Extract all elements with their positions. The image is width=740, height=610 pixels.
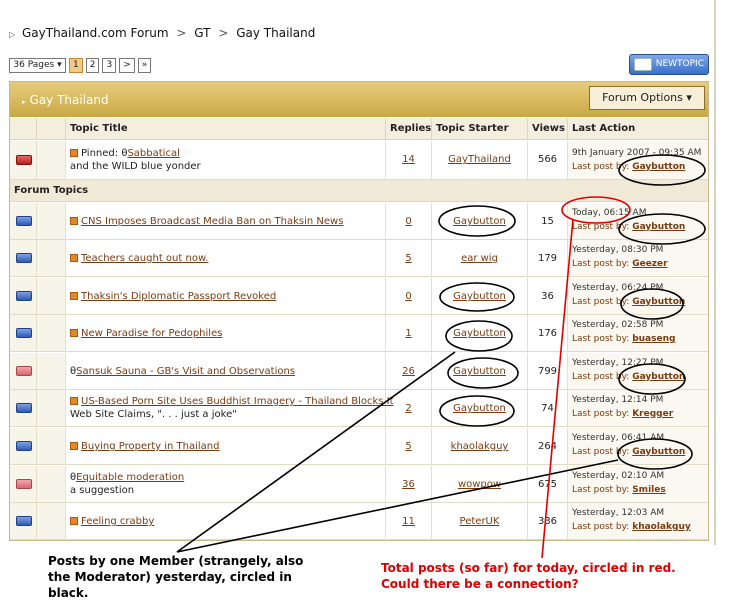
starter-link[interactable]: ear wig (461, 253, 498, 264)
post-icon (70, 149, 78, 157)
folder-icon (16, 479, 32, 489)
status-cell (10, 353, 37, 389)
last-post-author-link[interactable]: Kregger (632, 409, 674, 419)
pages-dropdown-label: 36 Pages (13, 60, 55, 70)
folder-icon (16, 516, 32, 526)
replies-cell (386, 315, 432, 351)
last-action-date: 9th January 2007 - 09:35 AM (572, 148, 702, 158)
topic-link[interactable]: US-Based Porn Site Uses Buddhist Imagery - Thailand Blocks It (81, 396, 394, 407)
hot-folder-icon (16, 155, 32, 165)
replies-link[interactable]: 5 (405, 441, 412, 452)
breadcrumb (9, 26, 315, 40)
topic-row (10, 390, 708, 427)
views-count: 264 (537, 441, 558, 452)
topic-link[interactable]: Equitable moderation (76, 472, 185, 483)
collapse-arrow-icon[interactable]: ▸ (22, 98, 26, 106)
breadcrumb-current[interactable]: Gay Thailand (236, 26, 316, 40)
col-head-topic-starter[interactable]: Topic Starter (432, 118, 528, 140)
topic-row (10, 240, 708, 277)
last-page-button[interactable]: » (138, 58, 152, 73)
last-post-author-link[interactable]: buaseng (632, 334, 676, 344)
breadcrumb-arrow-icon: ▷ (9, 30, 16, 39)
status-cell (10, 390, 37, 426)
status-cell (10, 141, 37, 179)
forum-header (10, 82, 708, 117)
pagination (9, 58, 151, 73)
views-count: 74 (541, 403, 554, 414)
views-cell (528, 353, 568, 389)
breadcrumb-forum-link[interactable]: GayThailand.com Forum (21, 26, 169, 40)
folder-icon (16, 291, 32, 301)
topic-title-cell (66, 278, 386, 314)
topic-title-cell (66, 240, 386, 276)
last-post-author-link[interactable]: Gaybutton (632, 222, 686, 232)
replies-cell (386, 503, 432, 539)
status-cell (10, 240, 37, 276)
starter-link[interactable]: wowpow (457, 479, 502, 490)
topic-link[interactable]: Buying Property in Thailand (81, 441, 220, 452)
last-action-cell (568, 203, 708, 239)
status-cell (10, 503, 37, 539)
attachment-icon: θ (70, 472, 77, 483)
forum-title-text: Gay Thailand (29, 93, 109, 107)
views-count: 176 (537, 328, 558, 339)
last-post-label: Last post by: (572, 485, 630, 495)
breadcrumb-separator: > (218, 26, 229, 40)
starter-cell (432, 353, 528, 389)
icon-cell (37, 466, 66, 502)
folder-icon (16, 328, 32, 338)
pinned-topic-subtitle: and the WILD blue yonder (70, 161, 201, 172)
next-page-button[interactable]: > (119, 58, 135, 73)
views-cell (528, 203, 568, 239)
starter-link[interactable]: Gaybutton (453, 216, 506, 227)
last-action-cell (568, 503, 708, 539)
page-2-link[interactable]: 2 (86, 58, 100, 73)
last-action-cell (568, 466, 708, 502)
topic-row (10, 466, 708, 503)
starter-link[interactable]: PeterUK (459, 516, 500, 527)
last-action-date: Yesterday, 08:30 PM (572, 245, 664, 255)
dropdown-arrow-icon: ▾ (686, 91, 692, 104)
breadcrumb-separator: > (176, 26, 187, 40)
last-post-author-link[interactable]: Gaybutton (632, 372, 686, 382)
replies-cell (386, 141, 432, 179)
last-action-date: Yesterday, 02:58 PM (572, 320, 664, 330)
dropdown-arrow-icon: ▾ (57, 60, 62, 70)
forum-options-label: Forum Options (602, 91, 683, 104)
post-icon (70, 517, 78, 525)
replies-link[interactable]: 11 (402, 516, 415, 527)
views-cell (528, 278, 568, 314)
forum-table (9, 81, 709, 541)
topic-title-cell (66, 428, 386, 464)
replies-link[interactable]: 0 (405, 291, 412, 302)
views-cell (528, 315, 568, 351)
topic-row (10, 353, 708, 390)
forum-options-button[interactable] (589, 86, 705, 110)
topic-row (10, 428, 708, 465)
last-post-label: Last post by: (572, 334, 630, 344)
views-count: 179 (537, 253, 558, 264)
starter-cell (432, 466, 528, 502)
views-cell (528, 141, 568, 179)
views-count: 566 (537, 154, 558, 165)
page-3-link[interactable]: 3 (102, 58, 116, 73)
col-head-views[interactable]: Views (528, 118, 568, 140)
replies-link[interactable]: 2 (405, 403, 412, 414)
topic-link[interactable]: Thaksin's Diplomatic Passport Revoked (81, 291, 277, 302)
topic-link[interactable]: Sansuk Sauna - GB's Visit and Observations (76, 366, 296, 377)
replies-cell (386, 240, 432, 276)
post-icon (70, 329, 78, 337)
last-post-author-link[interactable]: Smiles (632, 485, 666, 495)
page-1-link[interactable]: 1 (69, 58, 83, 73)
topic-title-cell (66, 503, 386, 539)
topic-title-cell (66, 390, 394, 426)
views-cell (528, 390, 568, 426)
topic-title-cell (66, 315, 386, 351)
starter-link[interactable]: GayThailand (448, 154, 511, 165)
topic-link[interactable]: Teachers caught out now. (81, 253, 209, 264)
topic-row (10, 203, 708, 240)
folder-icon (16, 403, 32, 413)
starter-cell (432, 240, 528, 276)
last-action-date: Today, 06:15 AM (572, 208, 647, 218)
icon-cell (37, 428, 66, 464)
topic-subtitle: Web Site Claims, ". . . just a joke" (70, 409, 237, 420)
post-icon (70, 442, 78, 450)
last-post-label: Last post by: (572, 447, 630, 457)
replies-cell (386, 390, 432, 426)
last-action-cell (568, 353, 708, 389)
col-head-topic-title[interactable]: Topic Title (66, 118, 386, 140)
views-count: 36 (541, 291, 554, 302)
status-cell (10, 278, 37, 314)
starter-cell (432, 141, 528, 179)
replies-link[interactable]: 5 (405, 253, 412, 264)
replies-link[interactable]: 36 (402, 479, 415, 490)
topic-row (10, 503, 708, 540)
icon-cell (37, 390, 66, 426)
breadcrumb-gt-link[interactable]: GT (194, 26, 211, 40)
last-post-label: Last post by: (572, 259, 630, 269)
section-forum-topics: Forum Topics (10, 180, 708, 202)
starter-cell (432, 390, 528, 426)
col-head-last-action[interactable]: Last Action (568, 118, 708, 140)
starter-link[interactable]: Gaybutton (453, 366, 506, 377)
last-post-label: Last post by: (572, 522, 630, 532)
last-action-cell (568, 428, 708, 464)
folder-icon (16, 216, 32, 226)
starter-link[interactable]: Gaybutton (453, 328, 506, 339)
starter-cell (432, 428, 528, 464)
folder-icon (16, 441, 32, 451)
last-action-date: Yesterday, 02:10 AM (572, 471, 665, 481)
starter-cell (432, 203, 528, 239)
views-cell (528, 428, 568, 464)
status-cell (10, 315, 37, 351)
topic-subtitle: a suggestion (70, 485, 135, 496)
icon-cell (37, 278, 66, 314)
replies-link[interactable]: 0 (405, 216, 412, 227)
post-icon (70, 217, 78, 225)
col-head-icon (37, 118, 66, 140)
last-post-label: Last post by: (572, 222, 630, 232)
last-post-author-link[interactable]: Gaybutton (632, 297, 686, 307)
last-post-author-link[interactable]: Geezer (632, 259, 668, 269)
col-head-status (10, 118, 37, 140)
last-action-cell (568, 141, 708, 179)
topic-title-cell (66, 203, 386, 239)
views-count: 336 (537, 516, 558, 527)
last-post-label: Last post by: (572, 372, 630, 382)
new-topic-icon (634, 58, 652, 71)
starter-cell (432, 278, 528, 314)
topic-row (10, 278, 708, 315)
replies-cell (386, 353, 432, 389)
last-post-label: Last post by: (572, 162, 630, 172)
replies-cell (386, 428, 432, 464)
folder-icon (16, 253, 32, 263)
last-post-author-link[interactable]: khaolakguy (632, 522, 691, 532)
folder-icon (16, 366, 32, 376)
last-action-cell (568, 240, 708, 276)
icon-cell (37, 353, 66, 389)
topic-link[interactable]: Feeling crabby (81, 516, 155, 527)
last-action-cell (568, 278, 708, 314)
views-cell (528, 240, 568, 276)
status-cell (10, 203, 37, 239)
last-action-date: Yesterday, 12:14 PM (572, 395, 664, 405)
icon-cell (37, 240, 66, 276)
last-action-date: Yesterday, 06:24 PM (572, 283, 664, 293)
last-action-cell (568, 390, 708, 426)
status-cell (10, 466, 37, 502)
last-action-date: Yesterday, 12:03 AM (572, 508, 665, 518)
replies-link[interactable]: 26 (402, 366, 415, 377)
pinned-topic-row (10, 141, 708, 180)
views-cell (528, 466, 568, 502)
post-icon (70, 397, 78, 405)
post-icon (70, 254, 78, 262)
topic-title-cell (66, 141, 386, 179)
pages-dropdown[interactable] (9, 58, 66, 73)
post-icon (70, 292, 78, 300)
last-post-label: Last post by: (572, 297, 630, 307)
last-action-cell (568, 315, 708, 351)
pinned-prefix: Pinned: (81, 148, 119, 159)
starter-link[interactable]: Gaybutton (453, 403, 506, 414)
icon-cell (37, 503, 66, 539)
replies-cell (386, 466, 432, 502)
status-cell (10, 428, 37, 464)
last-post-author-link[interactable]: Gaybutton (632, 162, 686, 172)
new-topic-button[interactable] (629, 54, 709, 75)
topic-title-cell (66, 353, 386, 389)
topic-row (10, 315, 708, 352)
col-head-replies[interactable]: Replies (386, 118, 432, 140)
topic-link[interactable]: New Paradise for Pedophiles (81, 328, 223, 339)
topic-link[interactable]: CNS Imposes Broadcast Media Ban on Thaksin News (81, 216, 344, 227)
last-action-date: Yesterday, 12:27 PM (572, 358, 664, 368)
attachment-icon: θ (121, 148, 128, 159)
icon-cell (37, 203, 66, 239)
views-count: 675 (537, 479, 558, 490)
starter-link[interactable]: Gaybutton (453, 291, 506, 302)
attachment-icon: θ (70, 366, 77, 377)
views-cell (528, 503, 568, 539)
pinned-topic-link[interactable]: Sabbatical (127, 148, 180, 159)
starter-cell (432, 315, 528, 351)
red-annotation-caption (381, 560, 721, 592)
replies-link[interactable]: 14 (402, 154, 415, 165)
new-topic-label: NEWTOPIC (655, 59, 704, 69)
last-post-author-link[interactable]: Gaybutton (632, 447, 686, 457)
red-caption-line-1: Total posts (so far) for today, circled in red. (381, 561, 676, 575)
starter-cell (432, 503, 528, 539)
views-count: 799 (537, 366, 558, 377)
icon-cell (37, 315, 66, 351)
last-post-label: Last post by: (572, 409, 630, 419)
replies-cell (386, 278, 432, 314)
red-caption-line-2: Could there be a connection? (381, 577, 579, 591)
replies-link[interactable]: 1 (405, 328, 412, 339)
icon-cell (37, 141, 66, 179)
forum-title (22, 93, 109, 107)
last-action-date: Yesterday, 06:41 AM (572, 433, 665, 443)
black-annotation-caption: Posts by one Member (strangely, also the Moderator) yesterday, circled in black. (48, 554, 304, 600)
starter-link[interactable]: khaolakguy (450, 441, 509, 452)
replies-cell (386, 203, 432, 239)
topic-title-cell (66, 466, 386, 502)
views-count: 15 (541, 216, 554, 227)
